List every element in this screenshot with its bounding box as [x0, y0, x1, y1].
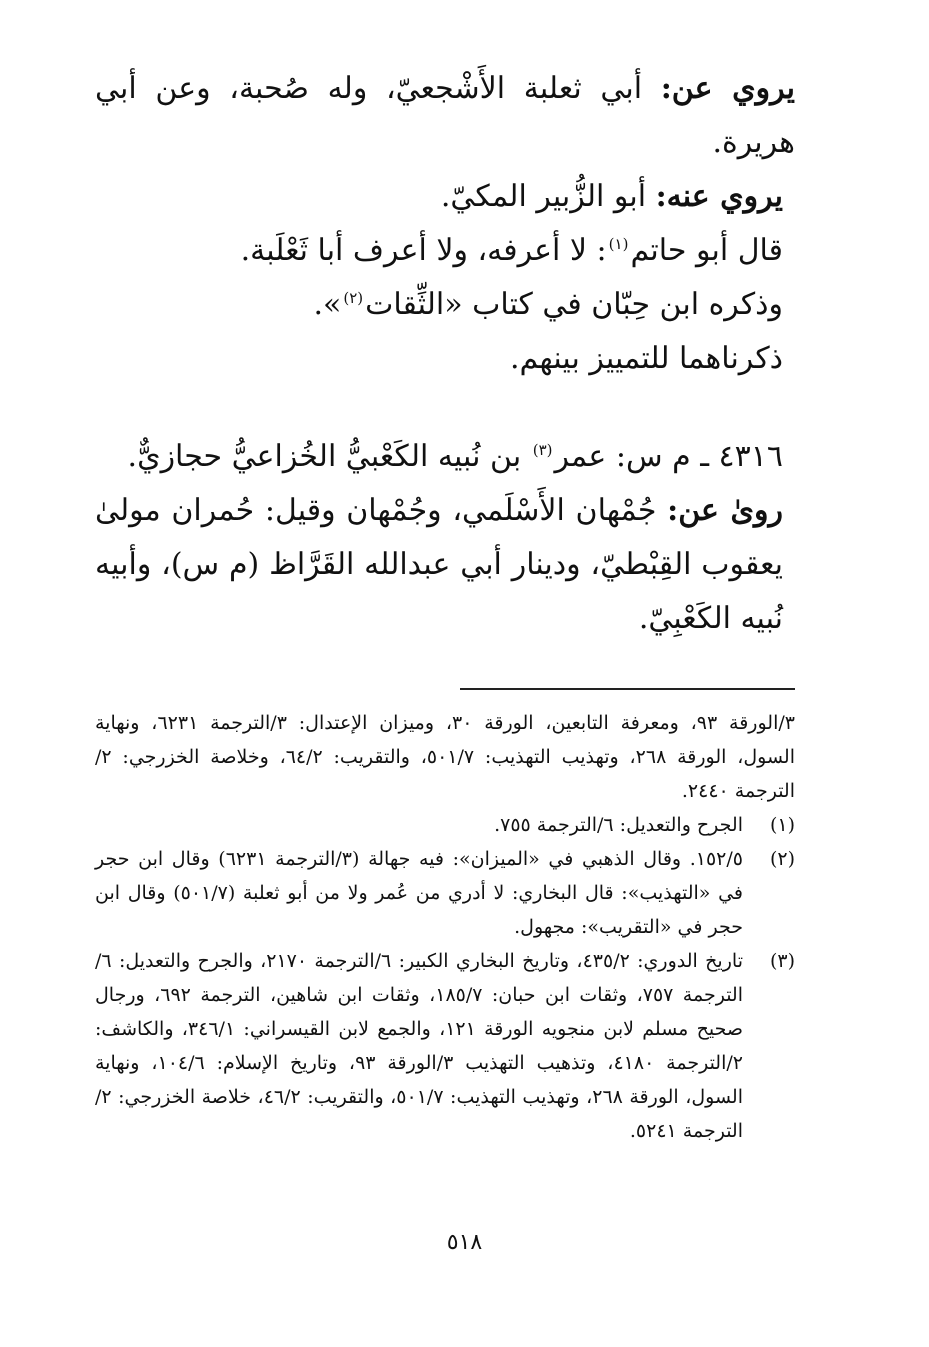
- footnote-number: (٣): [769, 950, 795, 972]
- paragraph-abu-hatim: [95, 224, 795, 278]
- entry-heading: [95, 430, 795, 484]
- paragraph-ibn-hibban: [95, 278, 795, 332]
- footnotes: [95, 706, 795, 1148]
- footnote-item: [95, 842, 795, 944]
- label-narrates-from: يروي عن:: [660, 71, 795, 106]
- footnote-ref-3: (٣): [532, 441, 553, 459]
- footnote-ref-2: (٢): [343, 289, 364, 307]
- text-abu-hatim-before: قال أبو حاتم: [630, 233, 783, 268]
- text-narrates-from: أبي ثعلبة الأَشْجعيّ، وله صُحبة، وعن أبي هريرة.: [95, 71, 795, 160]
- footnote-continuation: ٣/الورقة ٩٣، ومعرفة التابعين، الورقة ٣٠، وميزان الإعتدال: ٣/الترجمة ٦٢٣١، ونهاية السول، الورقة ٢٦٨، وتهذيب التهذيب: ٥٠١/٧، والتقريب: ٦٤/٢، وخلاصة الخزرجي: ٢/الترجمة ٢٤٤٠.: [95, 712, 795, 802]
- footnote-item: [95, 944, 795, 1148]
- footnote-text: تاريخ الدوري: ٤٣٥/٢، وتاريخ البخاري الكبير: ٦/الترجمة ٢١٧٠، والجرح والتعديل: ٦/الترجمة ٧٥٧، وثقات ابن حبان: ١٨٥/٧، وثقات ابن شاهين، الترجمة ٦٩٢، ورجال صحيح مسلم لابن منجويه الورقة ١٢١، والجمع لابن القيسراني: ٣٤٦/١، والكاشف: ٢/الترجمة ٤١٨٠، وتذهيب التهذيب ٣/الورقة ٩٣، وتاريخ الإسلام: ١٠٤/٦، ونهاية السول، الورقة ٢٦٨، وتهذيب التهذيب: ٥٠١/٧، والتقريب: ٤٦/٢، خلاصة الخزرجي: ٢/الترجمة ٥٢٤١.: [95, 950, 743, 1142]
- text-entry-narrates-from: جُمْهان الأَسْلَمي، وجُمْهان وقيل: حُمران مولىٰ يعقوب القِبْطيّ، ودينار أبي عبدالله القَرَّاظ (م س)، وأبيه نُبيه الكَعْبِيّ.: [95, 493, 783, 636]
- text-ibn-hibban-before: وذكره ابن حِبّان في كتاب «الثِّقات: [365, 287, 783, 322]
- paragraph-narrates-from: [95, 62, 795, 170]
- footnote-number: (٢): [769, 848, 795, 870]
- text-narrated-by: أبو الزُّبير المكيّ.: [440, 179, 656, 214]
- main-text: [95, 62, 795, 646]
- footnote-item: [95, 808, 795, 842]
- label-entry-narrates-from: روىٰ عن:: [667, 493, 783, 528]
- spacer: [95, 386, 795, 430]
- text-distinction: ذكرناهما للتمييز بينهم.: [510, 341, 783, 376]
- text-abu-hatim-after: : لا أعرفه، ولا أعرف أبا ثَعْلَبة.: [240, 233, 607, 268]
- entry-heading-after: بن نُبيه الكَعْبيُّ الخُزاعيُّ حجازيٌّ.: [127, 439, 531, 474]
- text-ibn-hibban-after: ».: [313, 287, 342, 322]
- paragraph-distinction: [95, 332, 795, 386]
- paragraph-narrated-by: [95, 170, 795, 224]
- footnote-text: الجرح والتعديل: ٦/الترجمة ٧٥٥.: [494, 814, 743, 836]
- label-narrated-by: يروي عنه:: [655, 179, 783, 214]
- footnote-text: ١٥٢/٥. وقال الذهبي في «الميزان»: فيه جهالة (٣/الترجمة ٦٢٣١) وقال ابن حجر في «التهذيب»: قال البخاري: لا أدري من عُمر ولا من أبو ثعلبة (٥٠١/٧) وقال ابن حجر في «التقريب»: مجهول.: [95, 848, 743, 938]
- paragraph-entry-narrates-from: [95, 484, 795, 646]
- footnote-number: (١): [769, 814, 795, 836]
- page-number: ٥١٨: [446, 1230, 483, 1255]
- entry-heading-before: ٤٣١٦ ـ م س: عمر: [554, 439, 783, 474]
- footnote-separator: [460, 688, 795, 690]
- footnote-ref-1: (١): [608, 235, 629, 253]
- book-page: [95, 62, 795, 1312]
